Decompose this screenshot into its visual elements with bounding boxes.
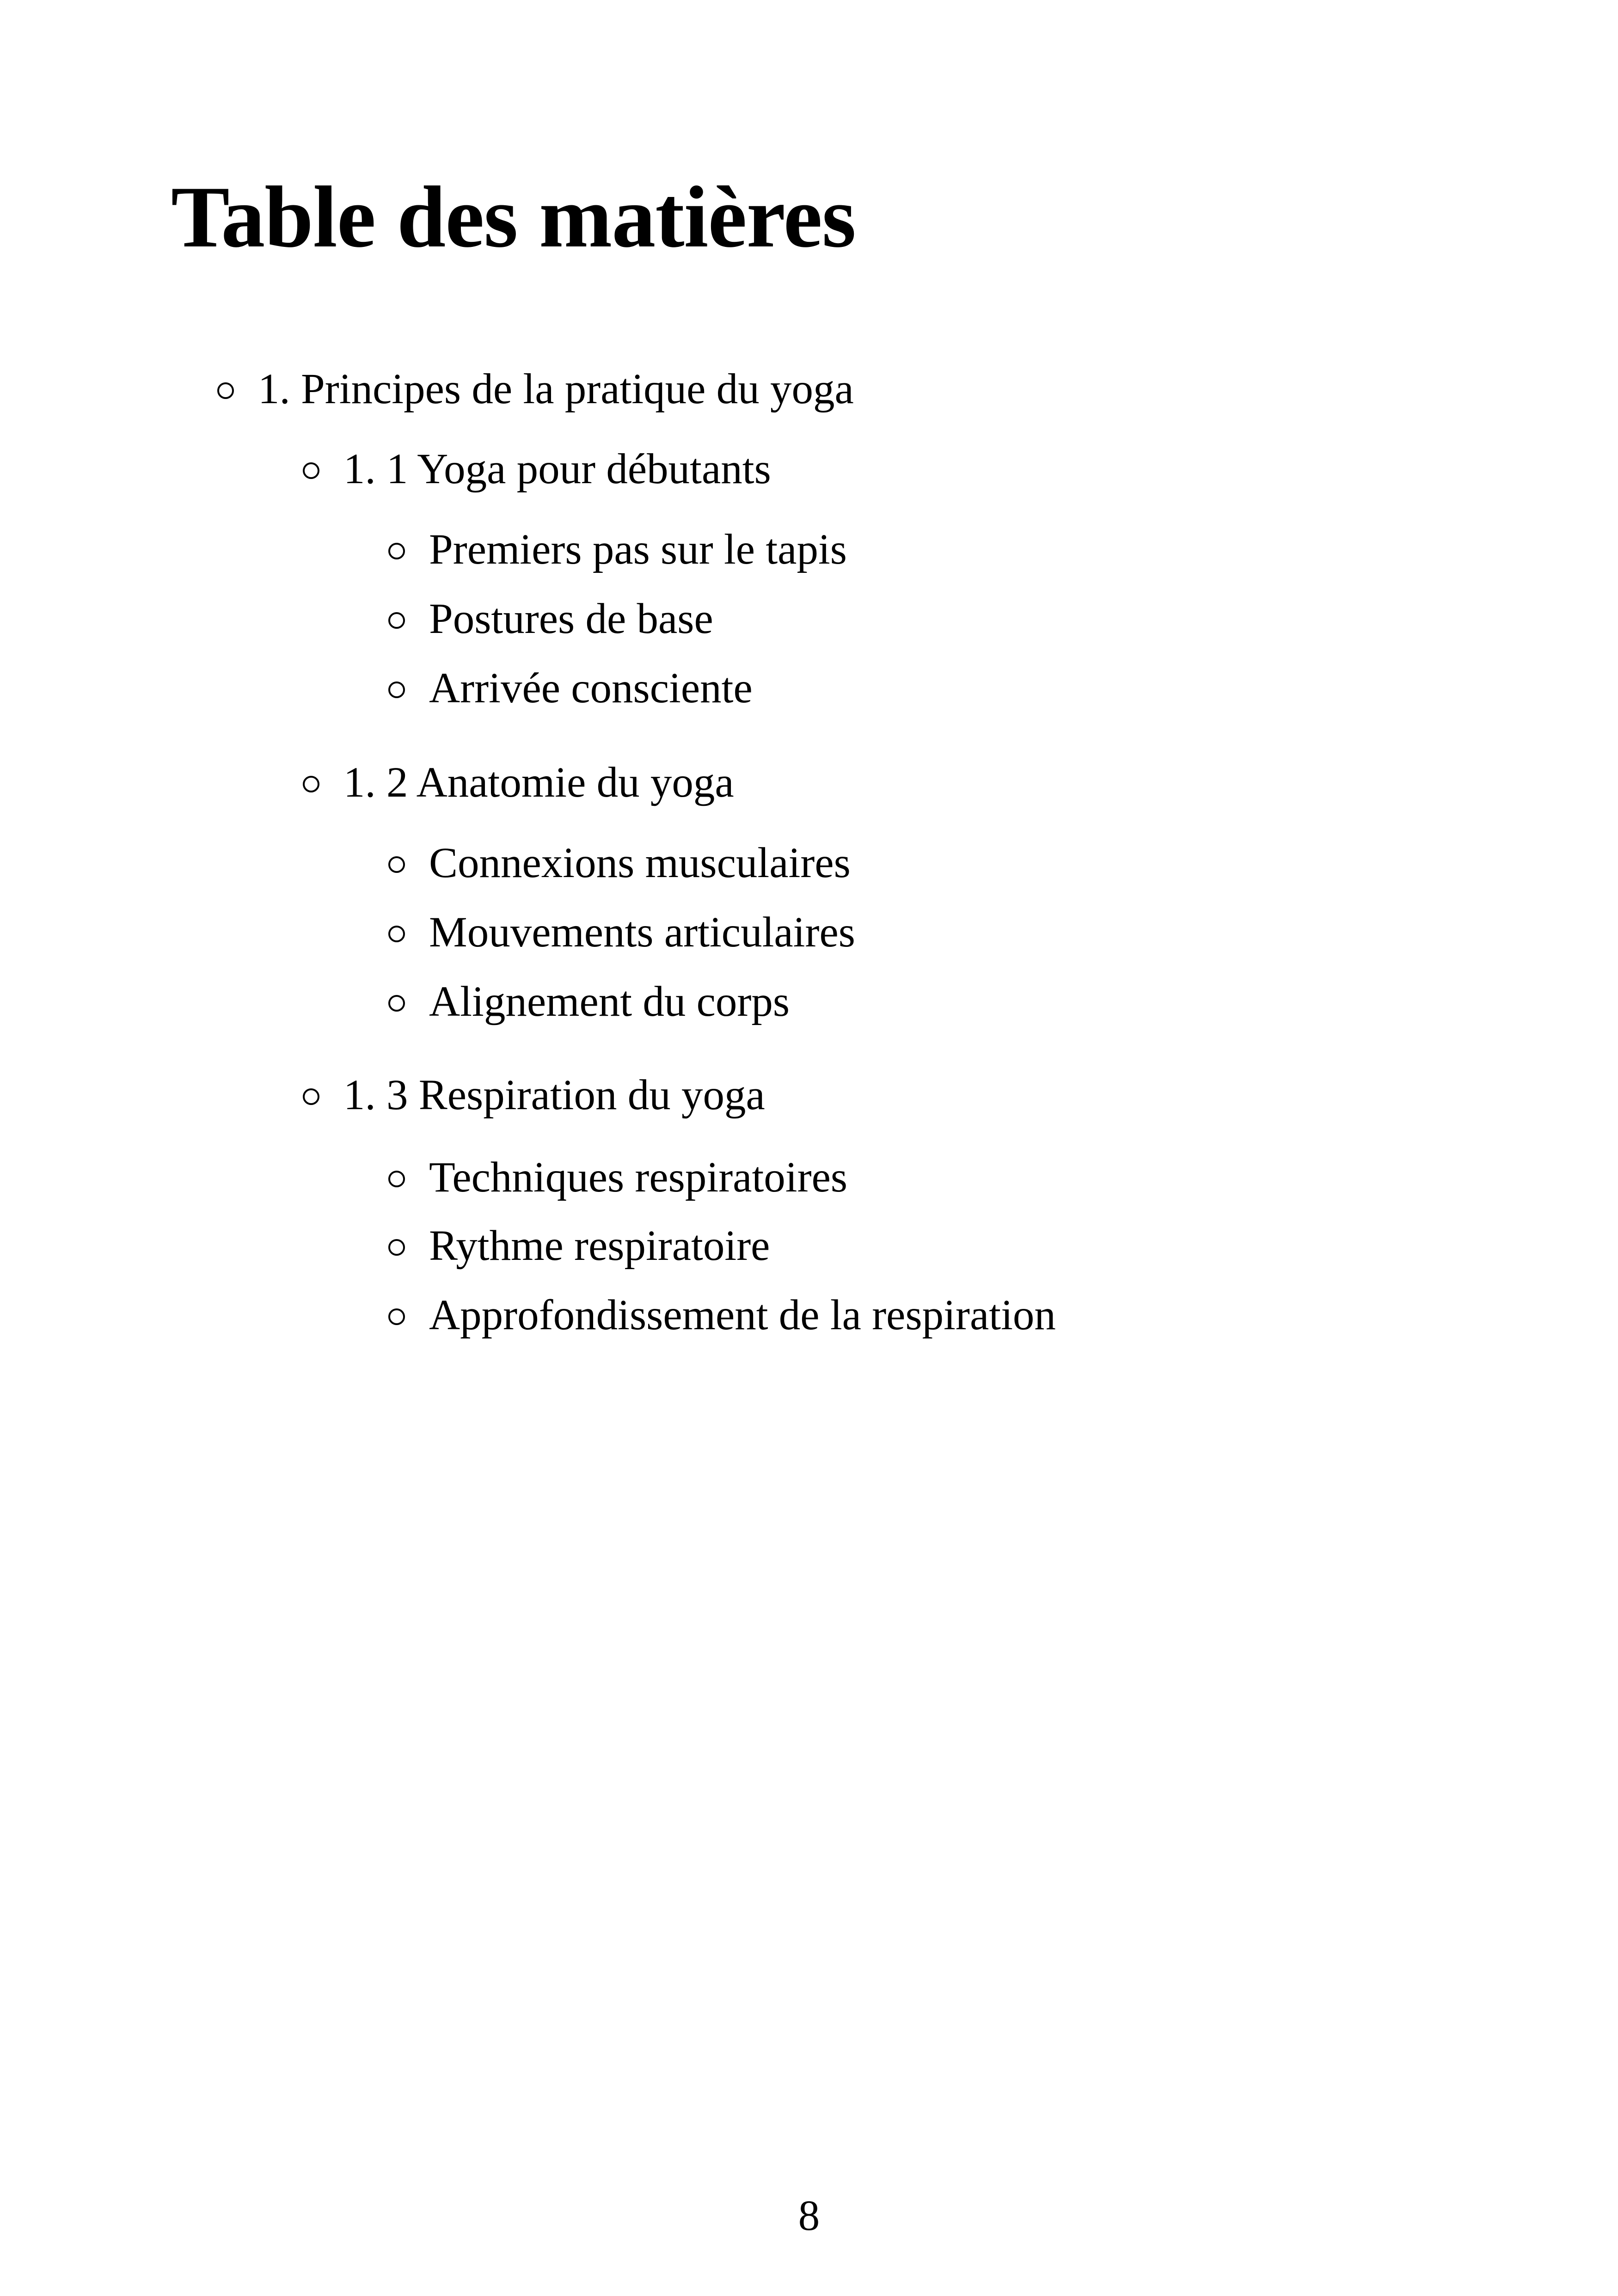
hollow-circle-bullet-icon — [388, 612, 405, 629]
page-number: 8 — [798, 2192, 820, 2240]
hollow-circle-bullet-icon — [303, 462, 319, 479]
toc-item-section-1-1[interactable] — [303, 445, 771, 493]
hollow-circle-bullet-icon — [388, 1308, 405, 1325]
toc-item-label: 1. 2 Anatomie du yoga — [343, 759, 734, 806]
toc-item-subsection[interactable] — [388, 664, 753, 712]
hollow-circle-bullet-icon — [388, 856, 405, 873]
toc-item-subsection[interactable] — [388, 1154, 848, 1201]
hollow-circle-bullet-icon — [388, 995, 405, 1012]
toc-item-label: Postures de base — [429, 595, 713, 643]
page-title: Table des matières — [171, 169, 856, 266]
hollow-circle-bullet-icon — [303, 1088, 319, 1105]
toc-item-label: Approfondissement de la respiration — [429, 1291, 1056, 1339]
toc-item-subsection[interactable] — [388, 839, 851, 887]
toc-item-label: Rythme respiratoire — [429, 1222, 770, 1270]
toc-item-subsection[interactable] — [388, 1222, 770, 1270]
hollow-circle-bullet-icon — [388, 543, 405, 559]
hollow-circle-bullet-icon — [217, 382, 234, 399]
toc-item-chapter-1[interactable] — [217, 365, 854, 413]
toc-item-label: Alignement du corps — [429, 978, 790, 1025]
toc-item-label: Mouvements articulaires — [429, 909, 855, 956]
toc-item-label: 1. 3 Respiration du yoga — [343, 1071, 765, 1119]
toc-item-label: Techniques respiratoires — [429, 1154, 848, 1201]
hollow-circle-bullet-icon — [388, 1239, 405, 1256]
hollow-circle-bullet-icon — [388, 926, 405, 942]
toc-item-label: Premiers pas sur le tapis — [429, 526, 847, 573]
hollow-circle-bullet-icon — [388, 681, 405, 698]
toc-item-label: 1. 1 Yoga pour débutants — [343, 445, 771, 493]
hollow-circle-bullet-icon — [388, 1171, 405, 1187]
toc-item-section-1-3[interactable] — [303, 1071, 765, 1119]
toc-item-section-1-2[interactable] — [303, 759, 734, 806]
toc-item-label: 1. Principes de la pratique du yoga — [258, 365, 854, 413]
toc-item-subsection[interactable] — [388, 909, 855, 956]
hollow-circle-bullet-icon — [303, 776, 319, 792]
toc-item-label: Connexions musculaires — [429, 839, 851, 887]
toc-item-subsection[interactable] — [388, 595, 713, 643]
toc-item-subsection[interactable] — [388, 1291, 1056, 1339]
toc-item-subsection[interactable] — [388, 978, 790, 1025]
toc-item-label: Arrivée consciente — [429, 664, 753, 712]
toc-item-subsection[interactable] — [388, 526, 847, 573]
